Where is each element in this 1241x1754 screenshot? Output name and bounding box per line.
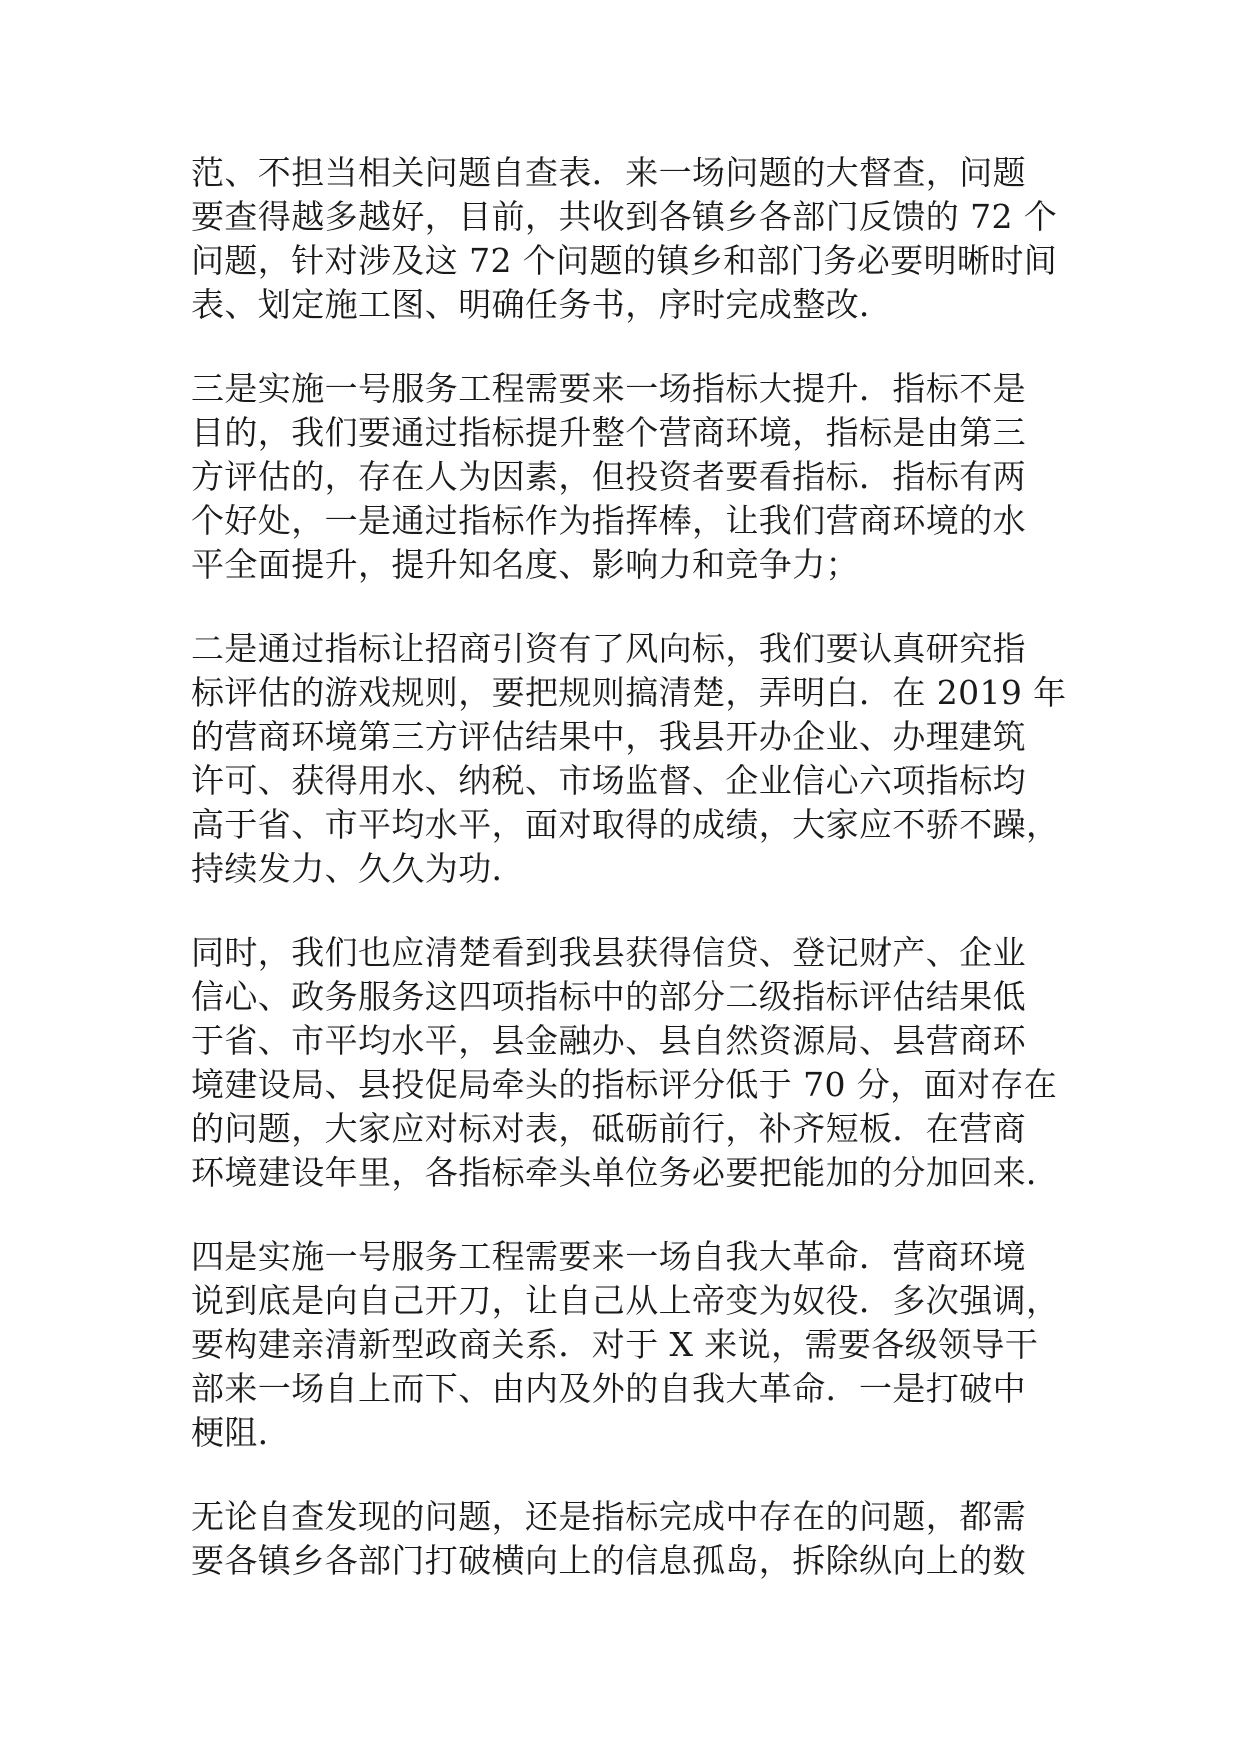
- text-line: 持续发力、久久为功．: [191, 849, 525, 888]
- text-line: 无论自查发现的问题，还是指标完成中存在的问题，都需: [191, 1497, 1026, 1536]
- text-line: 许可、获得用水、纳税、市场监督、企业信心六项指标均: [191, 761, 1026, 800]
- text-line: 目的，我们要通过指标提升整个营商环境，指标是由第三: [191, 413, 1026, 452]
- text-line: 个好处，一是通过指标作为指挥棒，让我们营商环境的水: [191, 501, 1026, 540]
- text-line: 信心、政务服务这四项指标中的部分二级指标评估结果低: [191, 977, 1026, 1016]
- text-line: 表、划定施工图、明确任务书，序时完成整改．: [191, 285, 893, 324]
- text-line: 四是实施一号服务工程需要来一场自我大革命．营商环境: [191, 1237, 1026, 1276]
- text-line: 境建设局、县投促局牵头的指标评分低于 70 分，面对存在: [191, 1065, 1058, 1104]
- text-line: 梗阻．: [191, 1413, 292, 1452]
- text-line: 高于省、市平均水平，面对取得的成绩，大家应不骄不躁，: [191, 805, 1060, 844]
- paragraph-5: [191, 1235, 1060, 1455]
- document-body: [191, 151, 1067, 1623]
- text-line: 于省、市平均水平，县金融办、县自然资源局、县营商环: [191, 1021, 1026, 1060]
- text-line: 标评估的游戏规则，要把规则搞清楚，弄明白．在 2019 年: [191, 673, 1067, 712]
- text-line: 说到底是向自己开刀，让自己从上帝变为奴役．多次强调，: [191, 1281, 1060, 1320]
- paragraph-6: [191, 1495, 1051, 1583]
- text-line: 方评估的，存在人为因素，但投资者要看指标．指标有两: [191, 457, 1026, 496]
- paragraph-1: [191, 151, 1058, 327]
- text-line: 问题，针对涉及这 72 个问题的镇乡和部门务必要明晰时间: [191, 241, 1058, 280]
- text-line: 要构建亲清新型政商关系．对于 X 来说，需要各级领导干: [191, 1325, 1039, 1364]
- text-line: 二是通过指标让招商引资有了风向标，我们要认真研究指: [191, 629, 1026, 668]
- text-line: 范、不担当相关问题自查表．来一场问题的大督查，问题: [191, 153, 1026, 192]
- paragraph-4: [191, 931, 1060, 1195]
- text-line: 同时，我们也应清楚看到我县获得信贷、登记财产、企业: [191, 933, 1026, 972]
- text-line: 要各镇乡各部门打破横向上的信息孤岛，拆除纵向上的数: [191, 1541, 1026, 1580]
- text-line: 要查得越多越好，目前，共收到各镇乡各部门反馈的 72 个: [191, 197, 1058, 236]
- text-line: 的营商环境第三方评估结果中，我县开办企业、办理建筑: [191, 717, 1026, 756]
- text-line: 的问题，大家应对标对表，砥砺前行，补齐短板．在营商: [191, 1109, 1026, 1148]
- text-line: 部来一场自上而下、由内及外的自我大革命．一是打破中: [191, 1369, 1026, 1408]
- text-line: 环境建设年里，各指标牵头单位务必要把能加的分加回来．: [191, 1153, 1060, 1192]
- paragraph-3: [191, 627, 1067, 891]
- paragraph-2: [191, 367, 1051, 587]
- text-line: 三是实施一号服务工程需要来一场指标大提升．指标不是: [191, 369, 1026, 408]
- text-line: 平全面提升，提升知名度、影响力和竞争力；: [191, 545, 859, 584]
